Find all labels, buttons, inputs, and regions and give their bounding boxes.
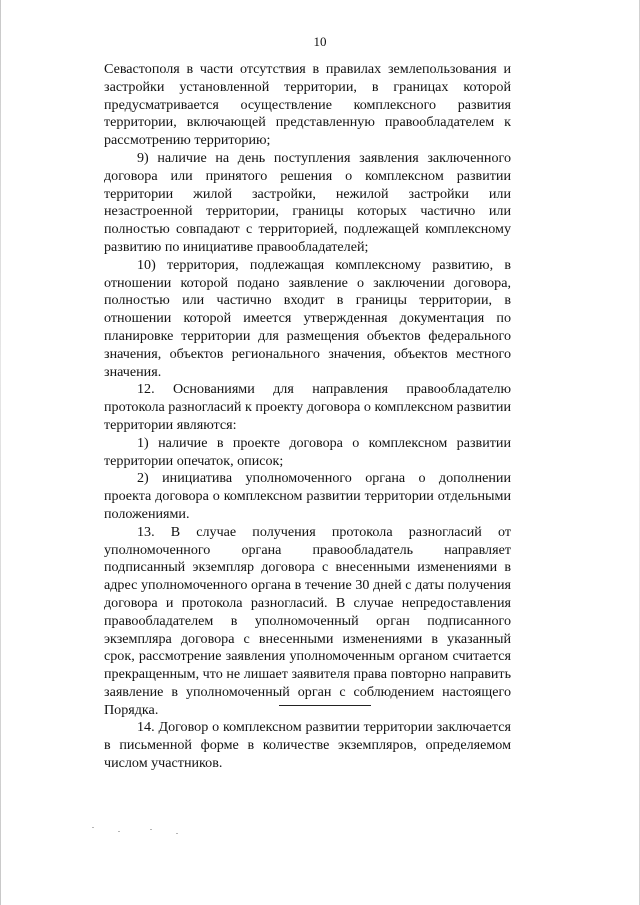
end-separator-line	[279, 705, 371, 706]
scan-speck	[92, 827, 94, 828]
scan-speck	[176, 833, 178, 834]
scan-edge-left	[0, 0, 1, 905]
paragraph-continuation: Севастополя в части отсутствия в правилах землепользования и застройки установленной территории, в границах которой предусматривается осуществление комплексного развития территории, включающей представленную правообладателем к рассмотрению территорию;	[104, 61, 511, 149]
scan-speck	[118, 831, 120, 832]
paragraph-clause-12-item-1: 1) наличие в проекте договора о комплексном развитии территории опечаток, описок;	[104, 434, 511, 469]
paragraph-clause-12-item-2: 2) инициатива уполномоченного органа о дополнении проекта договора о комплексном развитии территории отдельными положениями.	[104, 470, 511, 522]
paragraph-clause-12: 12. Основаниями для направления правообладателю протокола разногласий к проекту договора о комплексном развитии территории являются:	[104, 381, 511, 433]
document-body	[104, 61, 511, 773]
page-number: 10	[313, 34, 327, 49]
paragraph-clause-14: 14. Договор о комплексном развитии территории заключается в письменной форме в количестве экземпляров, определяемом числом участников.	[104, 719, 511, 772]
paragraph-item-9: 9) наличие на день поступления заявления заключенного договора или принятого решения о комплексном развитии территории жилой застройки, нежилой застройки или незастроенной территории, границы которых частично или полностью совпадают с территорией, подлежащей комплексному развитию по инициативе правообладателей;	[104, 149, 511, 255]
paragraph-item-10: 10) территория, подлежащая комплексному развитию, в отношении которой подано заявление о заключении договора, полностью или частично входит в границы территории, в отношении которой имеется утвержденная документация по планировке территории для размещения объектов федерального значения, объектов регионального значения, объектов местного значения.	[104, 256, 511, 380]
scan-speck	[150, 829, 152, 830]
paragraph-clause-13: 13. В случае получения протокола разногласий от уполномоченного органа правообладатель направляет подписанный экземпляр договора с внесенными изменениями в адрес уполномоченного органа в течение 30 дней с даты получения договора и протокола разногласий. В случае непредоставления правообладателем в уполномоченный орган подписанного экземпляра договора с внесенными изменениями в указанный срок, рассмотрение заявления уполномоченным органом считается прекращенным, что не лишает заявителя права повторно направить заявление в уполномоченный орган с соблюдением настоящего Порядка.	[104, 523, 511, 718]
